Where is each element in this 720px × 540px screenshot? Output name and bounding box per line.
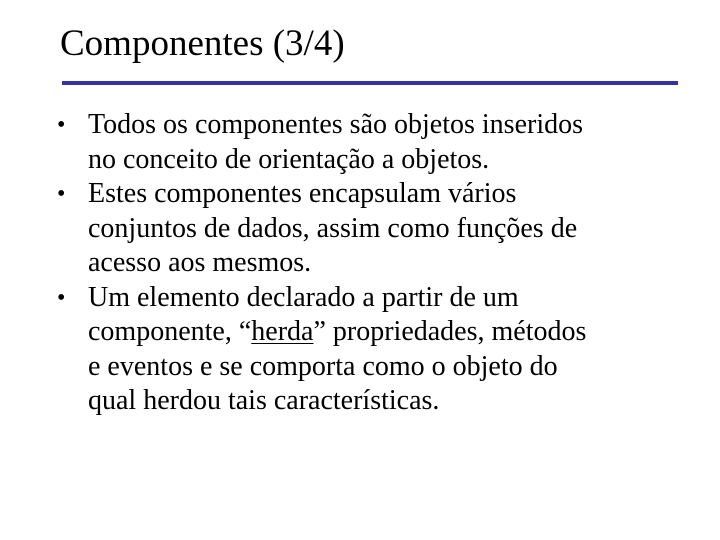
bullet-line: Todos os componentes são objetos inseridos bbox=[88, 109, 583, 140]
bullet-list bbox=[57, 108, 677, 419]
bullet-text bbox=[88, 177, 677, 281]
bullet-line: qual herdou tais características. bbox=[88, 385, 440, 416]
bullet-item bbox=[57, 281, 677, 419]
underlined-term: herda bbox=[251, 316, 314, 347]
bullet-line-segment: componente, “ bbox=[88, 316, 252, 347]
bullet-item bbox=[57, 177, 677, 281]
bullet-marker: • bbox=[57, 181, 66, 207]
bullet-text bbox=[88, 281, 677, 419]
bullet-line-segment: ” propriedades, métodos bbox=[313, 316, 587, 347]
bullet-line: no conceito de orientação a objetos. bbox=[88, 143, 490, 175]
bullet-line: e eventos e se comporta como o objeto do bbox=[88, 350, 558, 382]
title-underline-rule bbox=[62, 81, 678, 85]
bullet-text bbox=[88, 108, 677, 177]
bullet-line: Estes componentes encapsulam vários bbox=[88, 178, 517, 209]
bullet-line: acesso aos mesmos. bbox=[88, 247, 312, 278]
bullet-marker: • bbox=[57, 284, 66, 311]
bullet-marker: • bbox=[57, 112, 66, 138]
bullet-item bbox=[57, 108, 677, 177]
slide-title: Componentes (3/4) bbox=[60, 23, 345, 64]
bullet-line: Um elemento declarado a partir de um bbox=[88, 281, 519, 313]
bullet-line: conjuntos de dados, assim como funções de bbox=[88, 212, 578, 244]
bullet-line bbox=[88, 315, 677, 350]
